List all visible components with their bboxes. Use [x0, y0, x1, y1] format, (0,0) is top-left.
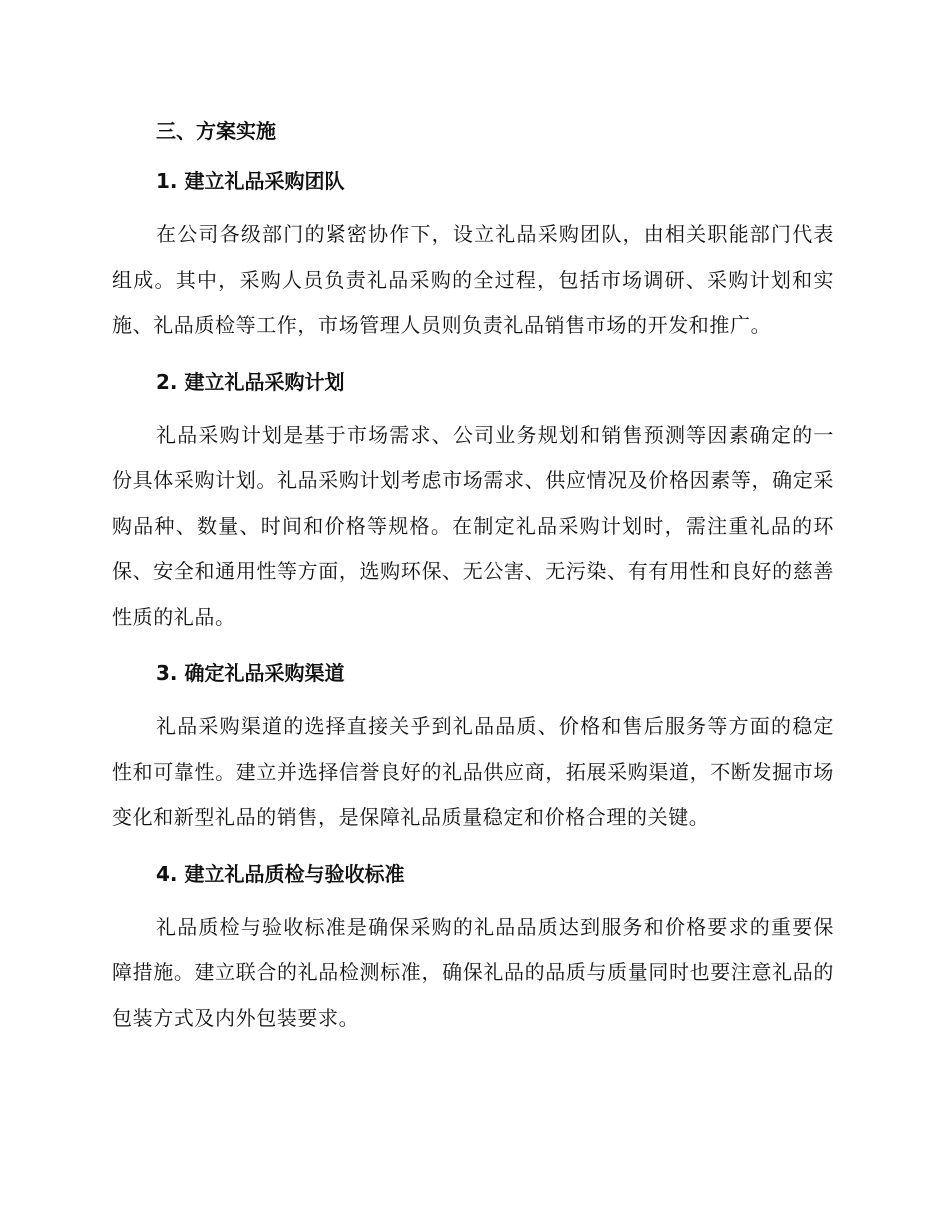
- item-body-2: 礼品采购计划是基于市场需求、公司业务规划和销售预测等因素确定的一份具体采购计划。礼品采购计划考虑市场需求、供应情况及价格因素等，确定采购品种、数量、时间和价格等规格。在制定礼品采购计划时，需注重礼品的环保、安全和通用性等方面，选购环保、无公害、无污染、有有用性和良好的慈善性质的礼品。: [112, 422, 834, 629]
- item-heading-2: 2. 建立礼品采购计划: [156, 369, 345, 394]
- item-body-3: 礼品采购渠道的选择直接关乎到礼品品质、价格和售后服务等方面的稳定性和可靠性。建立并选择信誉良好的礼品供应商，拓展采购渠道，不断发掘市场变化和新型礼品的销售，是保障礼品质量稳定和价格合理的关键。: [112, 714, 834, 829]
- item-body-1: 在公司各级部门的紧密协作下，设立礼品采购团队，由相关职能部门代表组成。其中，采购人员负责礼品采购的全过程，包括市场调研、采购计划和实施、礼品质检等工作，市场管理人员则负责礼品销售市场的开发和推广。: [112, 222, 834, 337]
- item-body-4: 礼品质检与验收标准是确保采购的礼品品质达到服务和价格要求的重要保障措施。建立联合的礼品检测标准，确保礼品的品质与质量同时也要注意礼品的包装方式及内外包装要求。: [112, 914, 834, 1030]
- item-heading-3: 3. 确定礼品采购渠道: [156, 661, 345, 685]
- item-heading-4: 4. 建立礼品质检与验收标准: [156, 861, 405, 886]
- section-title: 三、方案实施: [156, 119, 276, 143]
- item-heading-1: 1. 建立礼品采购团队: [156, 169, 345, 193]
- document-body: [112, 108, 834, 1041]
